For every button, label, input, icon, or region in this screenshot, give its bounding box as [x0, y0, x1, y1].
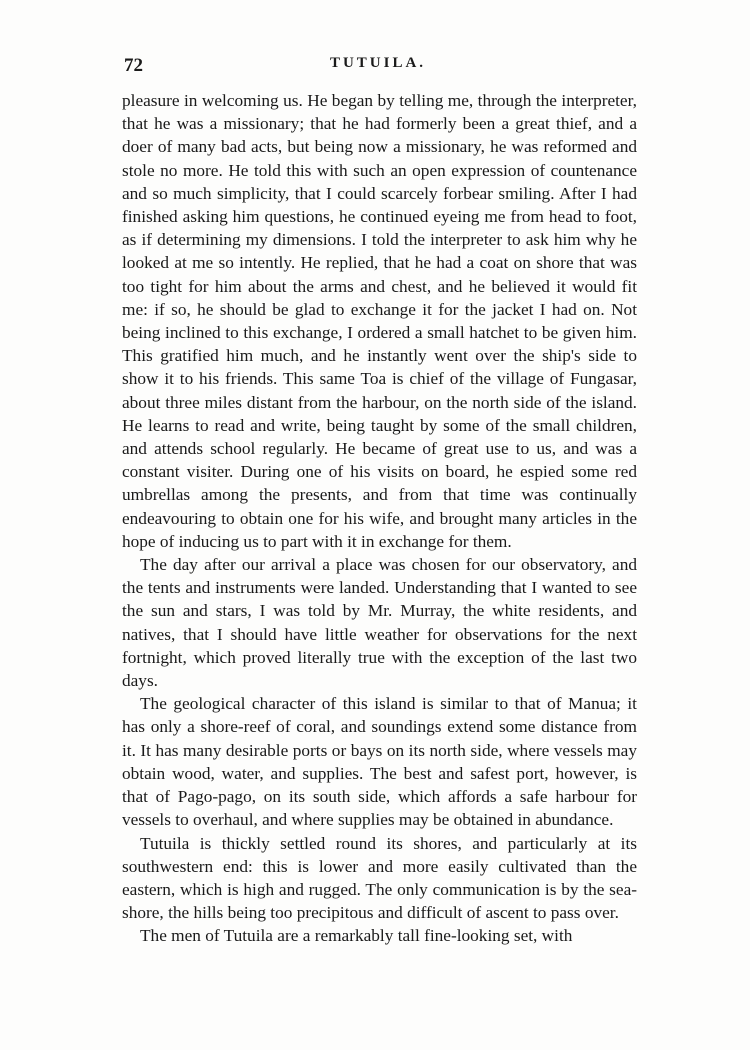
paragraph-continued: pleasure in welcoming us. He began by telling me, through the interpreter, that he was a missionary; that he had formerly been a great thief, and a doer of many bad acts, but being now a missionary, he was reformed and stole no more. He told this with such an open expression of countenance and so much simplicity, that I could scarcely forbear smiling. After I had finished asking him questions, he continued eyeing me from head to foot, as if determining my dimensions. I told the interpreter to ask him why he looked at me so intently. He replied, that he had a coat on shore that was too tight for him about the arms and chest, and he believed it would fit me: if so, he should be glad to exchange it for the jacket I had on. Not being inclined to this exchange, I ordered a small hatchet to be given him. This gratified him much, and he instantly went over the ship's side to show it to his friends. This same Toa is chief of the village of Fungasar, about three miles distant from the harbour, on the north side of the island. He learns to read and write, being taught by some of the small children, and attends school regularly. He became of great use to us, and was a constant visiter. During one of his visits on board, he espied some red umbrellas among the presents, and from that time was continually endeavouring to obtain one for his wife, and brought many articles in the hope of inducing us to part with it in exchange for them. [122, 91, 637, 551]
body-text [122, 89, 637, 948]
page-number: 72 [124, 55, 143, 76]
paragraph-men-of-tutuila: The men of Tutuila are a remarkably tall fine-looking set, with [140, 926, 573, 946]
paragraph-geology: The geological character of this island is similar to that of Manua; it has only a shore-reef of coral, and soundings extend some distance from it. It has many desirable ports or bays on its north side, where vessels may obtain wood, water, and supplies. The best and safest port, however, is that of Pago-pago, on its south side, which affords a safe harbour for vessels to overhaul, and where supplies may be obtained in abundance. [122, 694, 637, 830]
running-title: TUTUILA. [329, 55, 427, 71]
running-head [118, 55, 638, 79]
paragraph-observatory: The day after our arrival a place was chosen for our observatory, and the tents and instruments were landed. Understanding that I wanted to see the sun and stars, I was told by Mr. Murray, the white residents, and natives, that I should have little weather for observations for the next fortnight, which proved literally true with the exception of the last two days. [122, 555, 637, 691]
paragraph-settlement: Tutuila is thickly settled round its shores, and particularly at its southwestern end: this is lower and more easily cultivated than the eastern, which is high and rugged. The only communication is by the sea-shore, the hills being too precipitous and difficult of ascent to pass over. [122, 833, 637, 923]
